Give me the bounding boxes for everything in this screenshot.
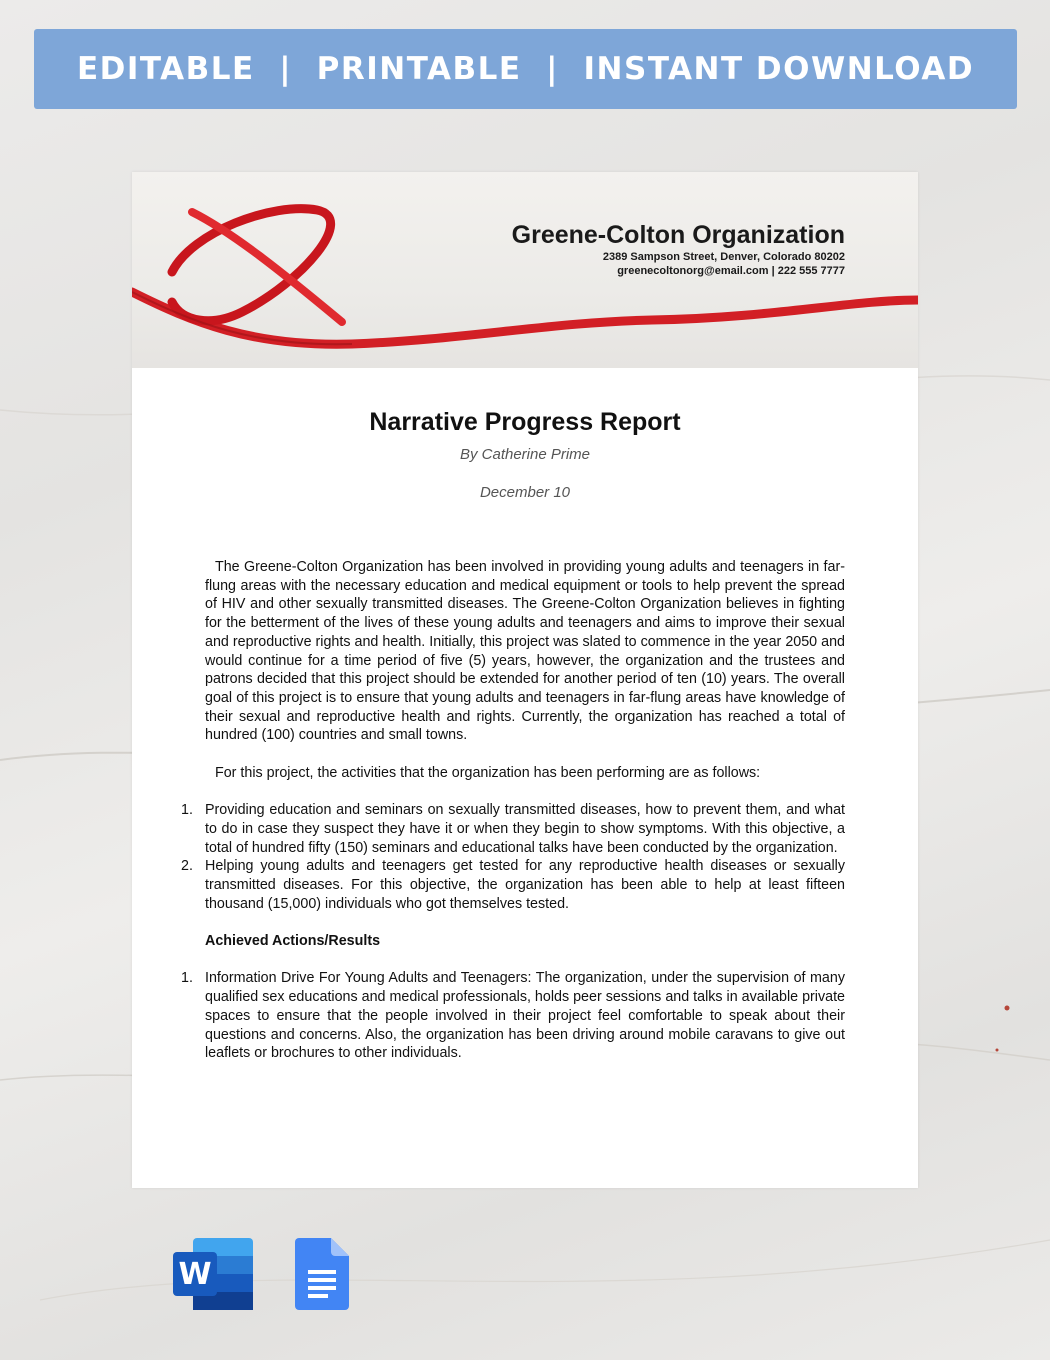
list-item-text: Information Drive For Young Adults and Teenagers: The organization, under the supervision of many qualified sex educations and medical professionals, holds peer sessions and talks in available private spaces to ensure that the people involved in their project feel comfortable to speak about their questions and concerns. Also, the organization has been driving around mobile caravans to give out leaflets or brochures to other individuals. xyxy=(205,970,845,1062)
docs-icon[interactable] xyxy=(295,1238,349,1310)
list-number: 1. xyxy=(181,802,193,819)
report-body xyxy=(181,558,845,1082)
letterhead xyxy=(132,172,918,368)
list-item xyxy=(181,857,845,913)
list-item-text: Providing education and seminars on sexually transmitted diseases, how to prevent them, and what to do in case they suspect they have it or when they begin to show symptoms. With this objective, a total of hundred fifty (150) seminars and educational talks have been conducted by the organization. xyxy=(205,802,845,856)
list-number: 1. xyxy=(181,970,193,987)
activities-intro: For this project, the activities that the organization has been performing are as follows: xyxy=(215,764,761,781)
organization-address: 2389 Sampson Street, Denver, Colorado 80202 xyxy=(602,251,845,263)
report-byline: By Catherine Prime xyxy=(459,446,591,463)
activities-list xyxy=(181,801,845,913)
top-banner xyxy=(34,29,1017,109)
svg-text:W: W xyxy=(178,1257,212,1292)
list-number: 2. xyxy=(181,858,193,875)
organization-name: Greene-Colton Organization xyxy=(511,221,845,249)
word-icon[interactable] xyxy=(173,1238,255,1310)
results-list xyxy=(181,969,845,1063)
list-item xyxy=(181,801,845,857)
results-heading: Achieved Actions/Results xyxy=(205,933,381,950)
organization-info xyxy=(512,220,845,278)
list-item xyxy=(181,969,845,1063)
organization-contact: greenecoltonorg@email.com | 222 555 7777 xyxy=(617,265,845,277)
report-title: Narrative Progress Report xyxy=(369,408,681,436)
list-item-text: Helping young adults and teenagers get tested for any reproductive health diseases or sexually transmitted diseases. For this objective, the organization has been able to help at least fifteen thousand (15,000) individuals who got themselves tested. xyxy=(205,858,845,912)
report-date: December 10 xyxy=(479,484,571,501)
banner-text: EDITABLE | PRINTABLE | INSTANT DOWNLOAD xyxy=(76,51,975,87)
document-page xyxy=(132,172,918,1188)
intro-paragraph: The Greene-Colton Organization has been involved in providing young adults and teenagers in far-flung areas with the necessary education and medical equipment or tools to help prevent the spread of HIV and other sexually transmitted diseases. The Greene-Colton Organization believes in fighting for the betterment of the lives of these young adults and teenagers and aims to improve their sexual and reproductive rights and health. Initially, this project was slated to commence in the year 2050 and would continue for a time period of five (5) years, however, the organization and the trustees and patrons decided that this project should be extended for another period of ten (10) years. The overall goal of this project is to ensure that young adults and teenagers in far-flung areas have knowledge of their sexual and reproductive health and rights. Currently, the organization has reached a total of hundred (100) countries and small towns. xyxy=(205,559,845,744)
